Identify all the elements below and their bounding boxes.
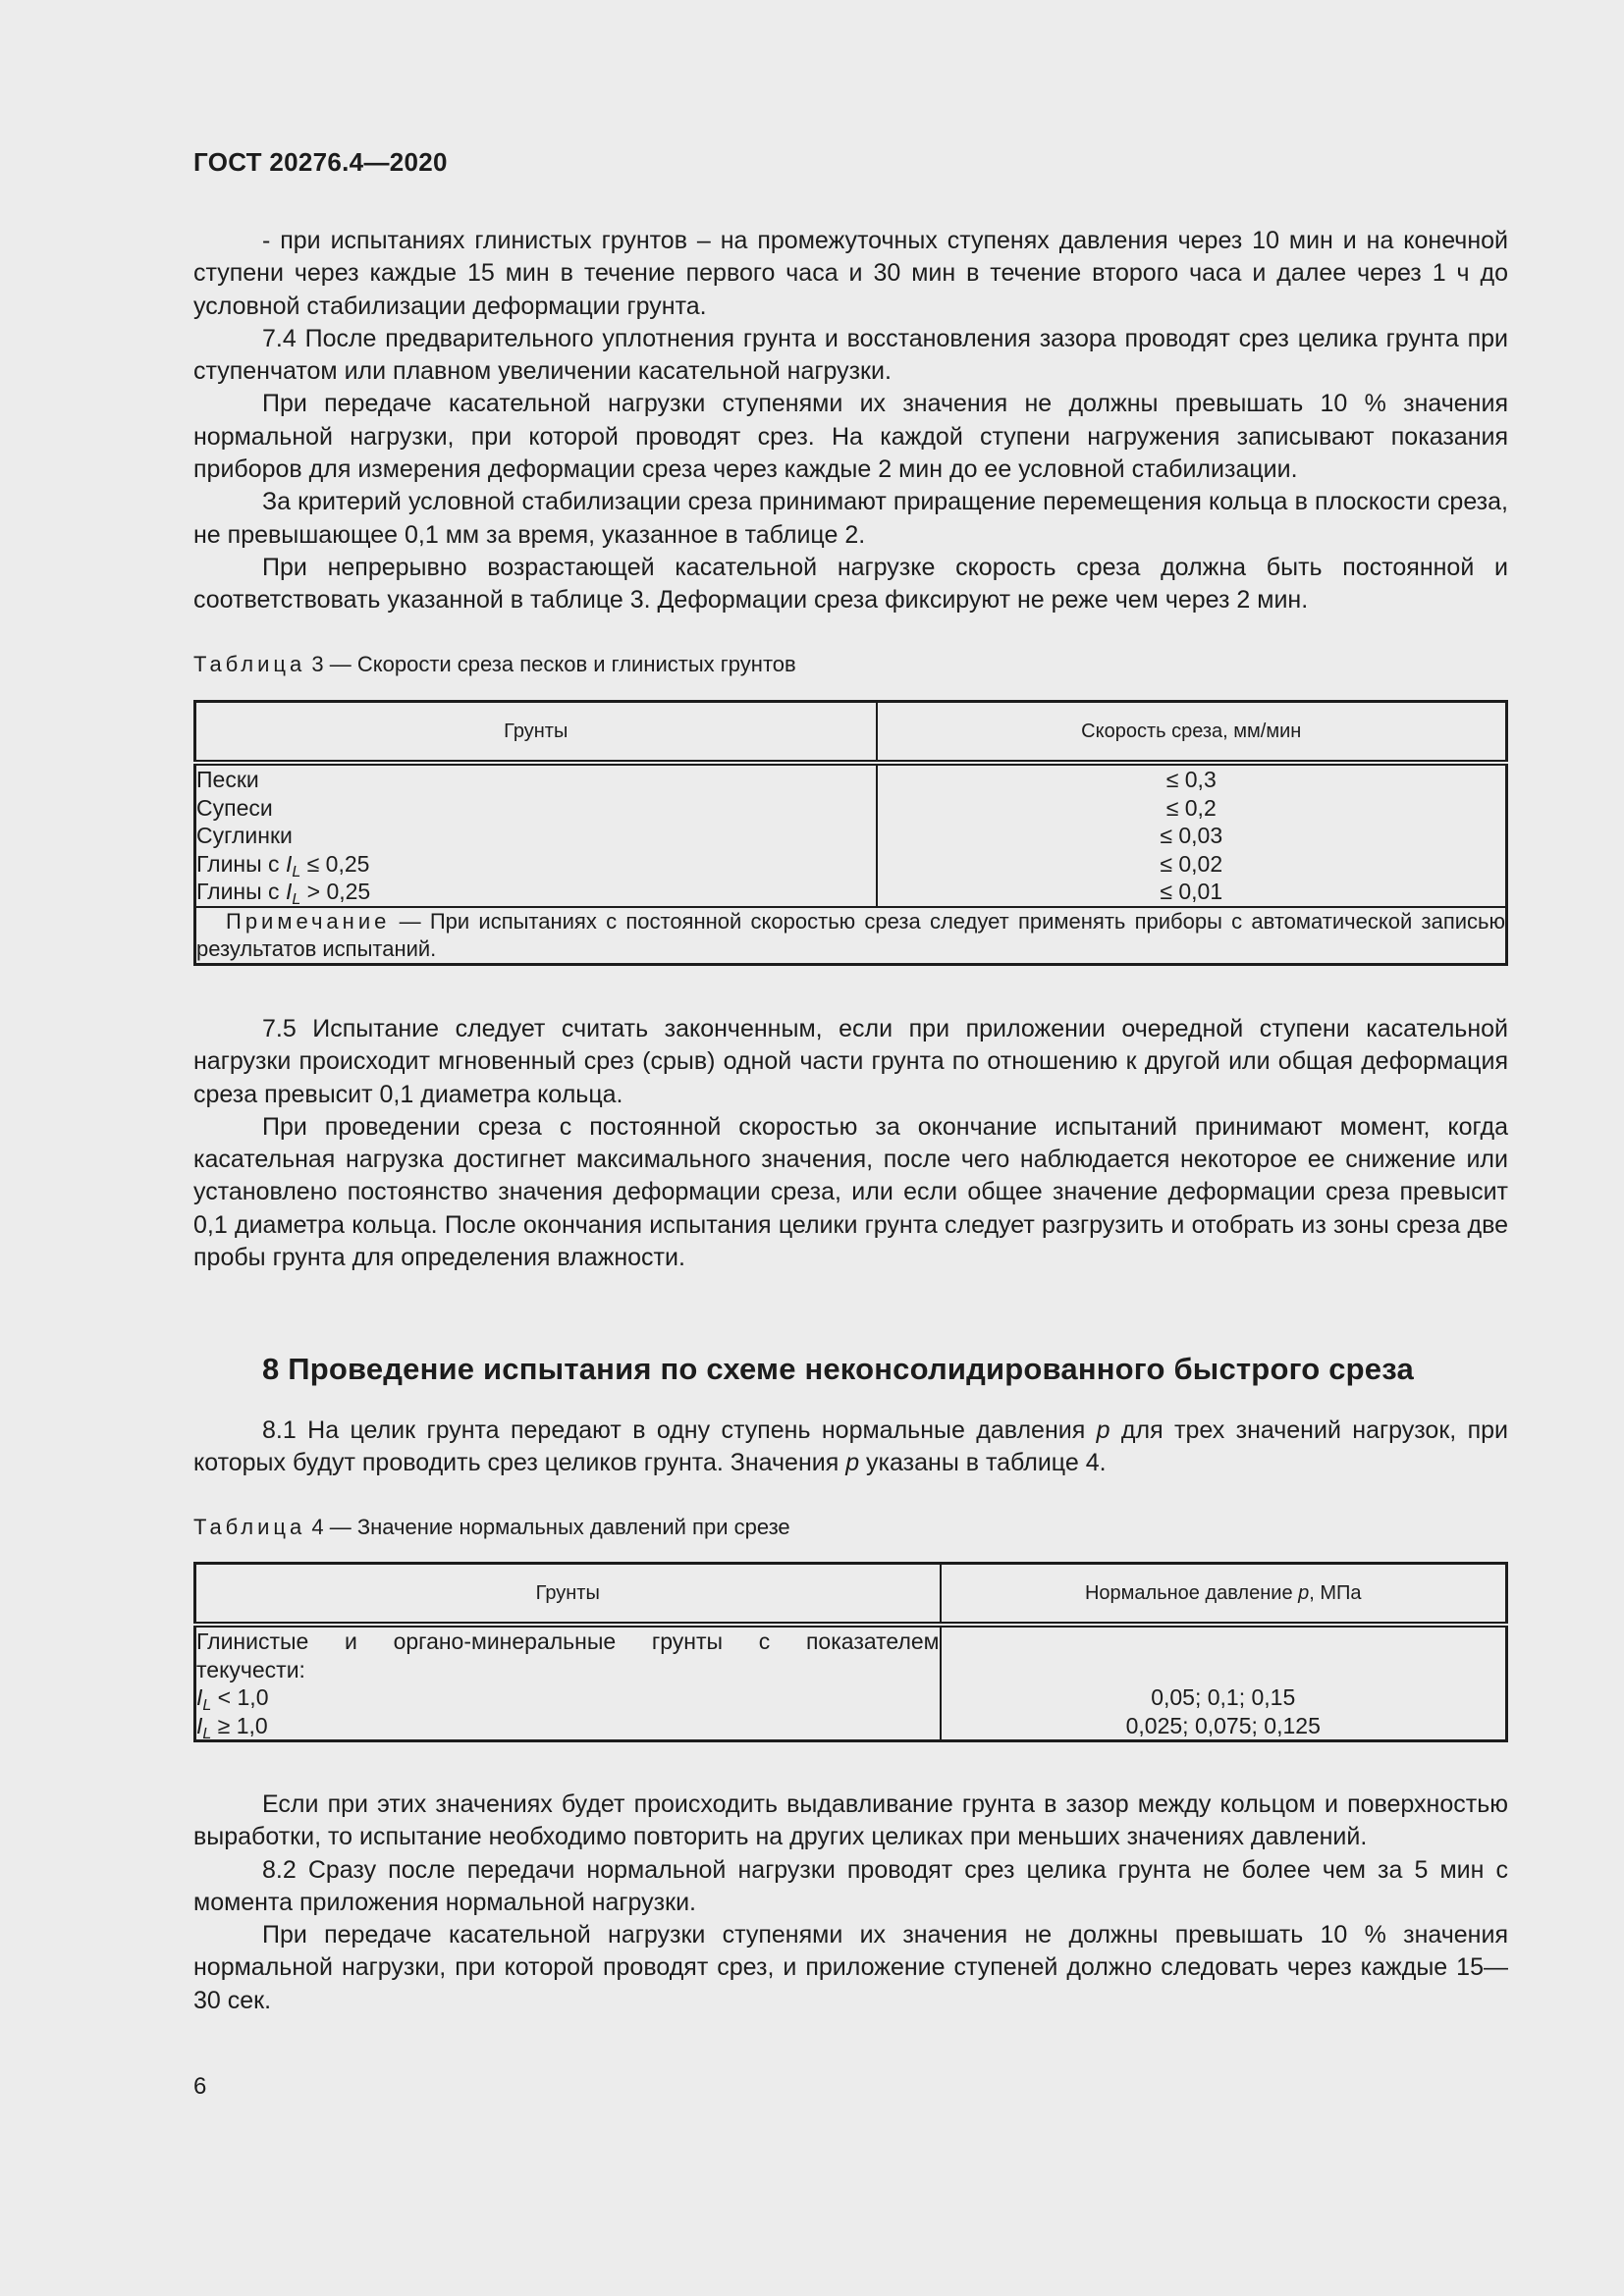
text-block-top — [193, 225, 1508, 617]
table3-speed-cell — [877, 763, 1507, 907]
table4-soil-cell — [195, 1625, 941, 1741]
page-number: 6 — [193, 2073, 207, 2100]
table-row-label: $I_L < 1,0$ — [196, 1684, 269, 1714]
text-block-bottom — [193, 1789, 1508, 2017]
table4-body-row — [195, 1625, 1507, 1741]
table3 — [193, 700, 1508, 966]
paragraph-8-1: 8.1 На целик грунта передают в одну ступень нормальные давления p для трех значений нагрузок, при которых будут проводить срез целиков грунта. Значения p указаны в таблице 4. — [193, 1416, 1508, 1477]
table-row-label: Глинистые и органо-минеральные грунты с показателем — [196, 1629, 940, 1654]
table-row-label: Глины с $I_L > 0,25$ — [196, 879, 371, 908]
table4-wrapper — [193, 1562, 1508, 1742]
paragraph: 8.2 Сразу после передачи нормальной нагрузки проводят срез целика грунта не более чем за 5 мин с момента приложения нормальной нагрузки. — [193, 1855, 1508, 1916]
paragraph: При передаче касательной нагрузки ступенями их значения не должны превышать 10 % значения нормальной нагрузки, при которой проводят срез, и приложение ступеней должно следовать через каждые 15—30 сек. — [193, 1921, 1508, 2014]
table-row-label: $I_L \ge 1,0$ — [196, 1712, 268, 1742]
table4 — [193, 1562, 1508, 1742]
table3-body-row — [195, 763, 1507, 907]
table-row-value: ≤ 0,01 — [1160, 879, 1223, 904]
section-8-title: 8 Проведение испытания по схеме неконсолидированного быстрого среза — [262, 1352, 1414, 1386]
table3-caption-text: 3 — Скорости среза песков и глинистых грунтов — [311, 652, 796, 676]
table3-col-speed: Скорость среза, мм/мин — [877, 702, 1507, 764]
table3-header-row — [195, 702, 1507, 764]
table4-caption-label: Таблица — [193, 1515, 306, 1539]
table3-soil-cell — [195, 763, 877, 907]
paragraph: 7.5 Испытание следует считать законченным, если при приложении очередной ступени касательной нагрузки происходит мгновенный срез (срыв) одной части грунта по отношению к другой или общая деформация среза превысит 0,1 диаметра кольца. — [193, 1015, 1508, 1108]
table-row-value: 0,025; 0,075; 0,125 — [1125, 1712, 1321, 1738]
table3-caption — [193, 650, 1508, 679]
table3-note-row — [195, 907, 1507, 965]
table-row-label: Пески — [196, 767, 259, 792]
table-row-label: Глины с $I_L \le 0,25$ — [196, 850, 370, 881]
table4-caption — [193, 1513, 1508, 1542]
table-row-value: ≤ 0,03 — [1160, 823, 1223, 848]
table4-pressure-cell — [941, 1625, 1507, 1741]
document-header: ГОСТ 20276.4—2020 — [193, 147, 448, 177]
table4-col-pressure: Нормальное давление p, МПа — [941, 1564, 1507, 1626]
paragraph: 7.4 После предварительного уплотнения грунта и восстановления зазора проводят срез целика грунта при ступенчатом или плавном увеличении касательной нагрузки. — [193, 324, 1508, 386]
table3-note: Примечание — При испытаниях с постоянной скоростью среза следует применять приборы с автоматической записью результатов испытаний. — [195, 907, 1507, 965]
table-row-value: ≤ 0,2 — [1165, 794, 1217, 821]
table4-col-soil: Грунты — [195, 1564, 941, 1626]
table3-caption-label: Таблица — [193, 652, 306, 676]
table4-caption-text: 4 — Значение нормальных давлений при срезе — [311, 1515, 790, 1539]
table3-wrapper — [193, 700, 1508, 966]
table-row-value: ≤ 0,02 — [1160, 850, 1223, 877]
paragraph: - при испытаниях глинистых грунтов – на промежуточных ступенях давления через 10 мин и на конечной ступени через каждые 15 мин в течение первого часа и 30 мин в течение второго часа и далее через 1 ч до условной стабилизации деформации грунта. — [193, 227, 1508, 320]
text-block-8-1 — [193, 1415, 1508, 1480]
table-row-label: текучести: — [196, 1656, 305, 1682]
paragraph: При передаче касательной нагрузки ступенями их значения не должны превышать 10 % значения нормальной нагрузки, при которой проводят срез. На каждой ступени нагружения записывают показания приборов для измерения деформации среза через каждые 2 мин до ее условной стабилизации. — [193, 390, 1508, 484]
table3-col-soil: Грунты — [195, 702, 877, 764]
paragraph: За критерий условной стабилизации среза принимают приращение перемещения кольца в плоскости среза, не превышающее 0,1 мм за время, указанное в таблице 2. — [193, 488, 1508, 549]
table-row-value: 0,05; 0,1; 0,15 — [1151, 1684, 1296, 1710]
paragraph: При непрерывно возрастающей касательной нагрузке скорость среза должна быть постоянной и соответствовать указанной в таблице 3. Деформации среза фиксируют не реже чем через 2 мин. — [193, 553, 1508, 614]
paragraph: Если при этих значениях будет происходить выдавливание грунта в зазор между кольцом и поверхностью выработки, то испытание необходимо повторить на других целиках при меньших значениях давлений. — [193, 1790, 1508, 1851]
paragraph: При проведении среза с постоянной скоростью за окончание испытаний принимают момент, когда касательная нагрузка достигнет максимального значения, после чего наблюдается некоторое ее снижение или установлено постоянство значения деформации среза, или если общее значение деформации среза превысит 0,1 диаметра кольца. После окончания испытания целики грунта следует разгрузить и отобрать из зоны среза две пробы грунта для определения влажности. — [193, 1112, 1508, 1272]
table-row-label: Супеси — [196, 794, 273, 821]
table-row-label: Суглинки — [196, 823, 293, 848]
text-block-mid — [193, 1013, 1508, 1274]
table-row-value: ≤ 0,3 — [1165, 767, 1217, 792]
table4-header-row — [195, 1564, 1507, 1626]
